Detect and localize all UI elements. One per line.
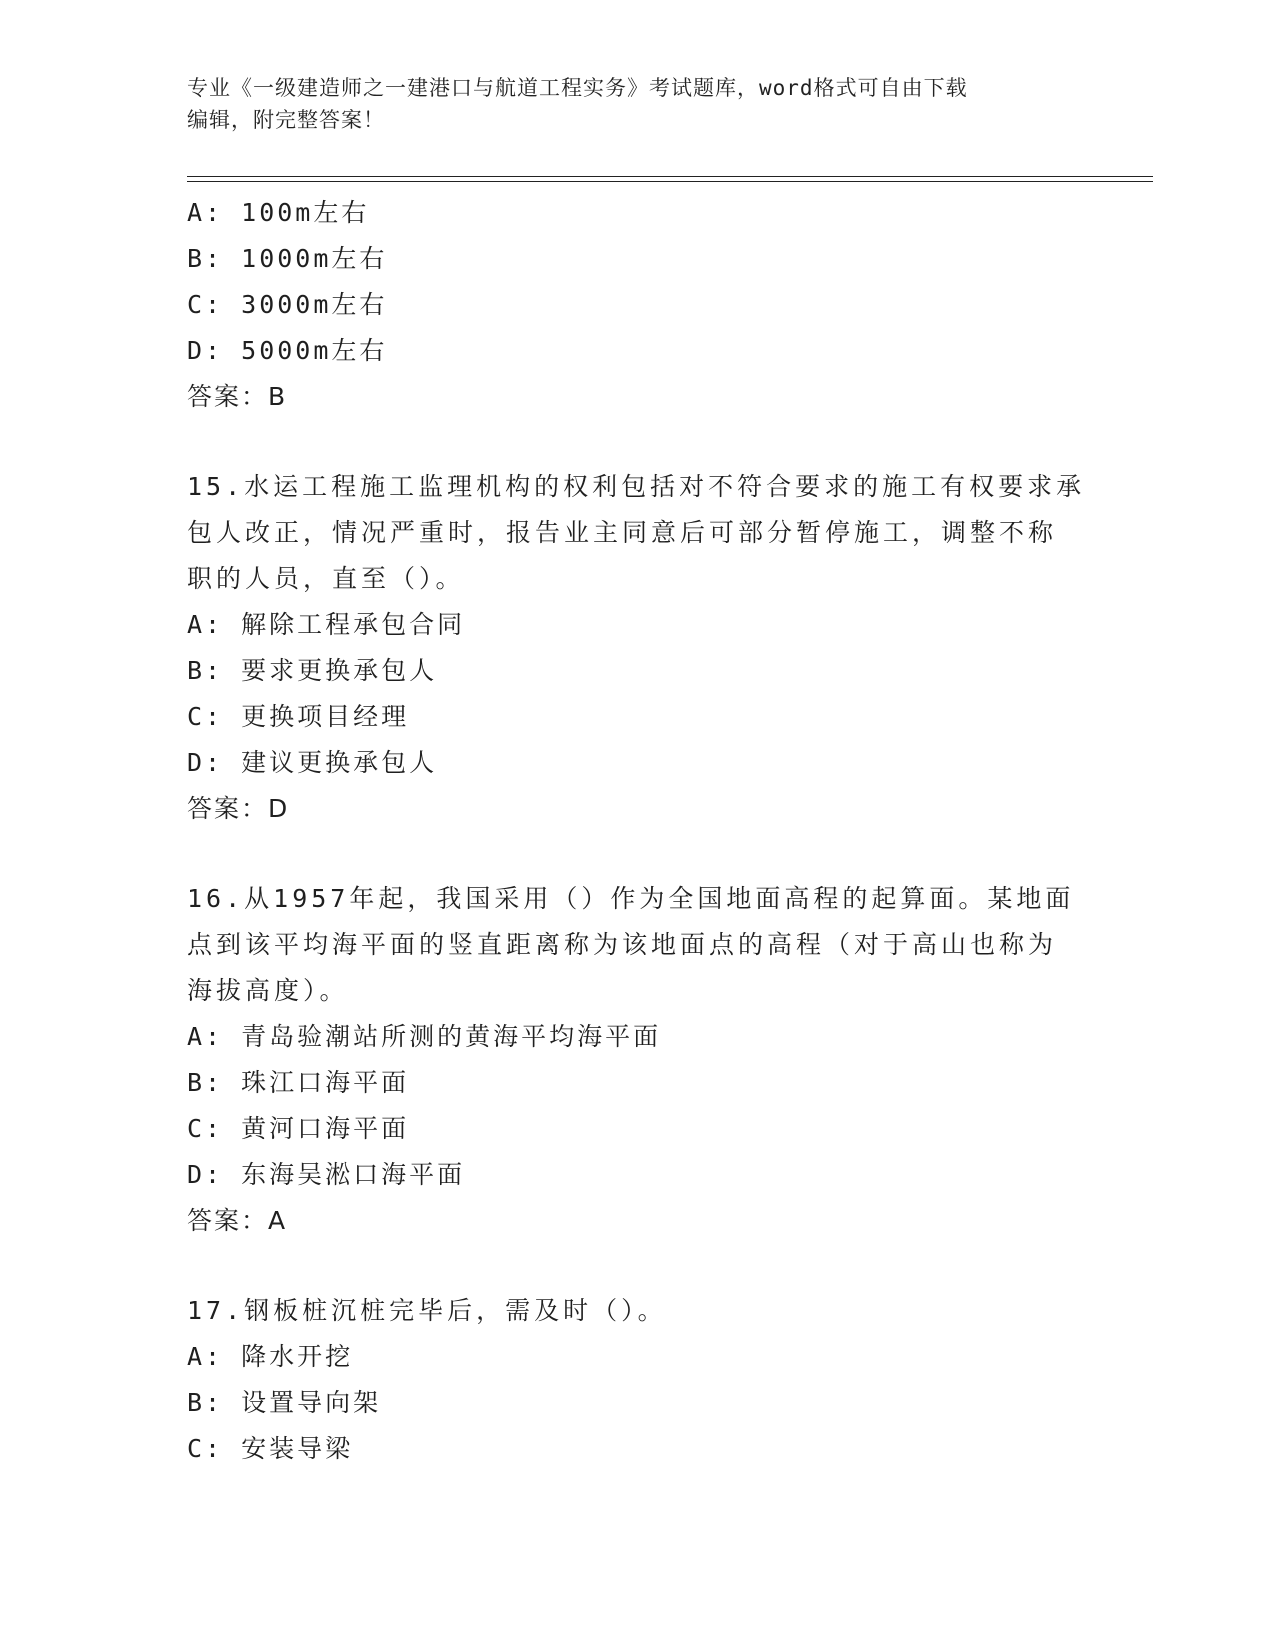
option-b: B: 设置导向架 [187,1388,382,1417]
question-text-line: 职的人员，直至（）。 [187,564,465,593]
option-b: B: 珠江口海平面 [187,1068,410,1097]
question-text-line: 15.水运工程施工监理机构的权利包括对不符合要求的施工有权要求承 [187,472,1086,501]
document-header [187,72,1077,136]
question-14 [187,190,1087,420]
option-c: C: 3000m左右 [187,290,388,319]
option-a: A: 青岛验潮站所测的黄海平均海平面 [187,1022,662,1051]
option-a: A: 解除工程承包合同 [187,610,466,639]
option-d: D: 东海吴淞口海平面 [187,1160,466,1189]
header-line-1: 专业《一级建造师之一建港口与航道工程实务》考试题库，word格式可自由下载 [187,76,968,100]
option-b: B: 1000m左右 [187,244,388,273]
header-divider-bottom [187,181,1153,182]
answer: 答案：D [187,794,290,823]
answer: 答案：B [187,382,288,411]
header-line-2: 编辑，附完整答案！ [187,108,385,132]
question-text-line: 海拔高度）。 [187,976,349,1005]
question-15 [187,464,1087,832]
question-text-line: 点到该平均海平面的竖直距离称为该地面点的高程（对于高山也称为 [187,930,1058,959]
question-text-line: 包人改正，情况严重时，报告业主同意后可部分暂停施工，调整不称 [187,518,1058,547]
question-17 [187,1288,1087,1472]
option-d: D: 建议更换承包人 [187,748,438,777]
option-c: C: 安装导梁 [187,1434,354,1463]
option-a: A: 100m左右 [187,198,370,227]
header-divider-top [187,176,1153,177]
option-a: A: 降水开挖 [187,1342,354,1371]
question-text-line: 17.钢板桩沉桩完毕后，需及时（）。 [187,1296,667,1325]
question-list [187,190,1087,1472]
answer: 答案：A [187,1206,288,1235]
option-c: C: 黄河口海平面 [187,1114,410,1143]
question-text-line: 16.从1957年起，我国采用（）作为全国地面高程的起算面。某地面 [187,884,1075,913]
option-b: B: 要求更换承包人 [187,656,438,685]
option-d: D: 5000m左右 [187,336,388,365]
question-16 [187,876,1087,1244]
option-c: C: 更换项目经理 [187,702,410,731]
